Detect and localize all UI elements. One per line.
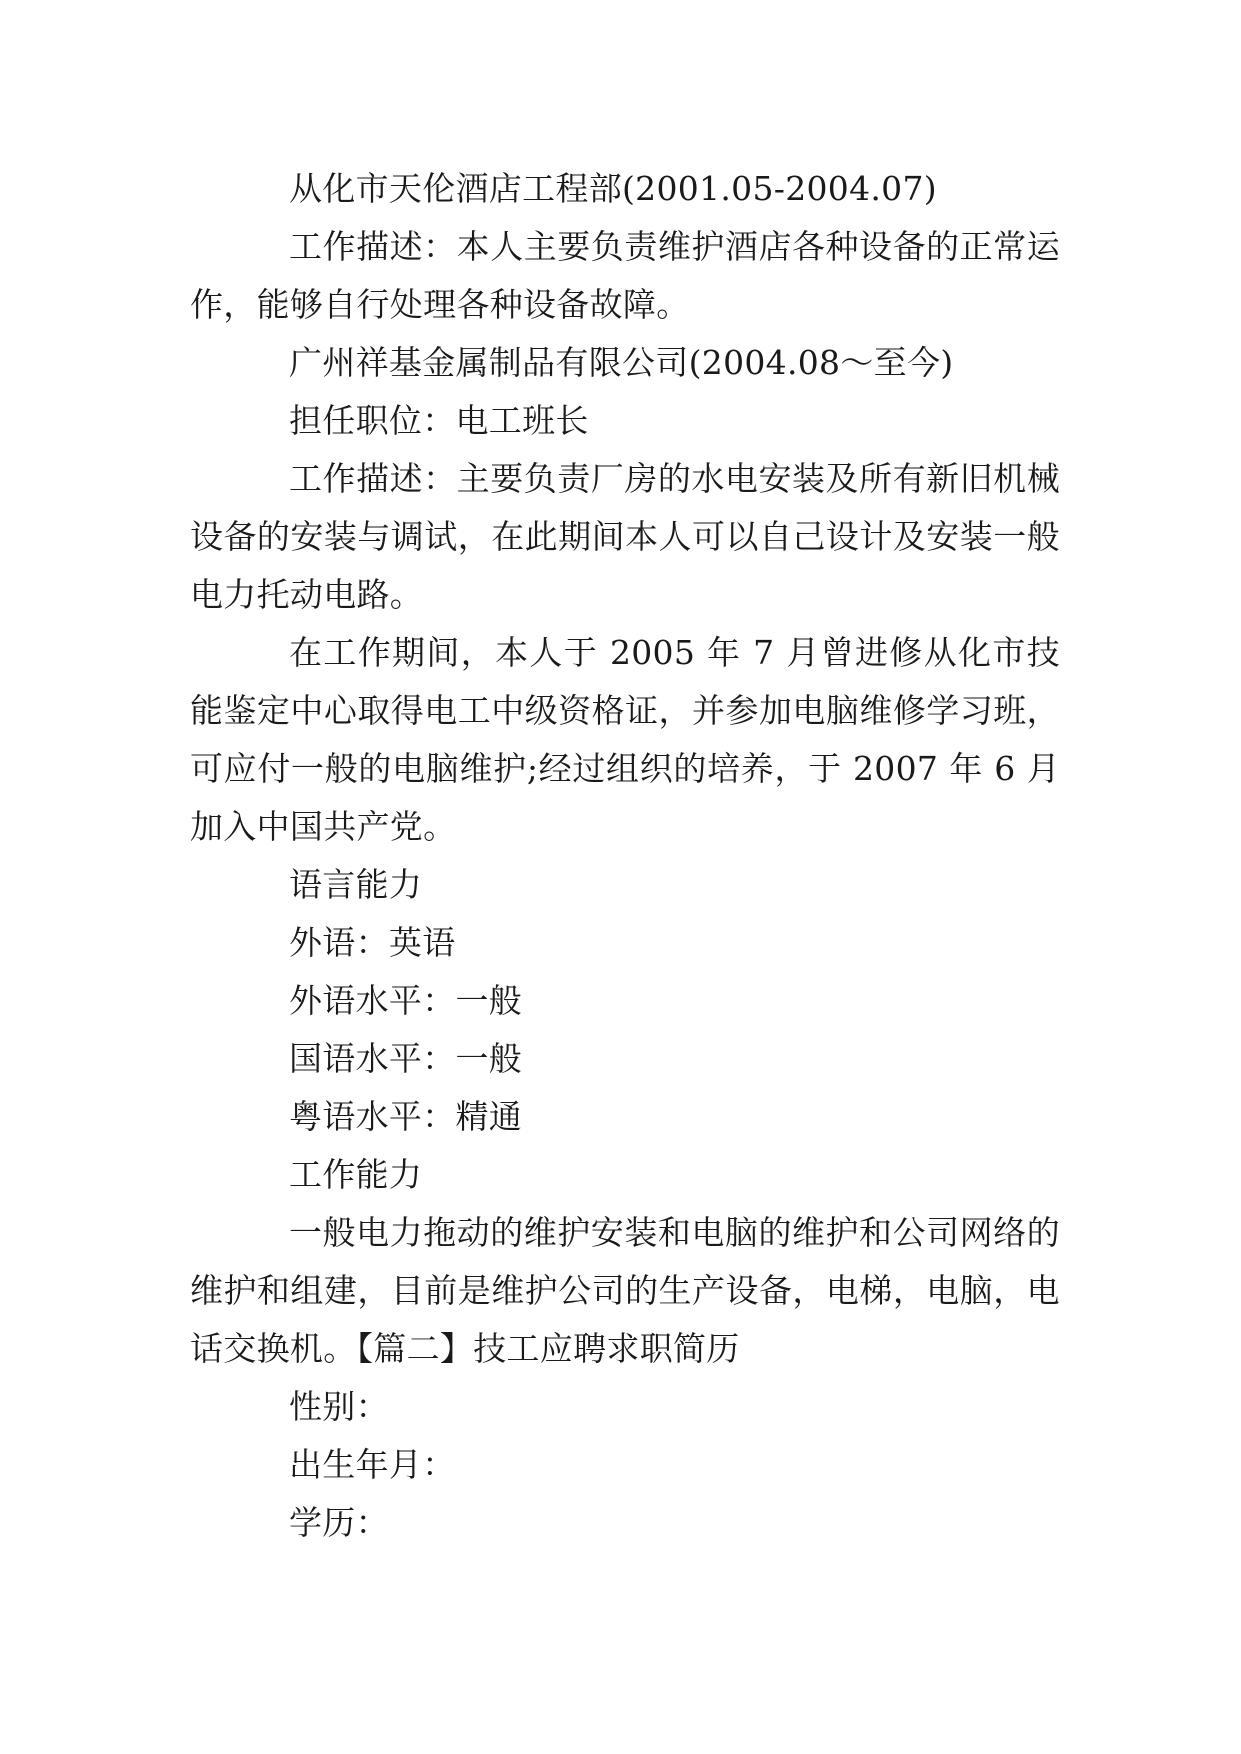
work-ability-description: 一般电力拖动的维护安装和电脑的维护和公司网络的维护和组建，目前是维护公司的生产设备，电梯，电脑，电话交换机。【篇二】技工应聘求职简历 <box>190 1213 1060 1368</box>
section-heading-language: 语言能力 <box>289 865 423 904</box>
section-heading-work-ability: 工作能力 <box>289 1155 423 1194</box>
field-birth-date: 出生年月： <box>289 1445 456 1484</box>
document-body <box>190 160 1060 1552</box>
job-description-factory: 工作描述：主要负责厂房的水电安装及所有新旧机械设备的安装与调试，在此期间本人可以自己设计及安装一般电力托动电路。 <box>190 459 1060 614</box>
field-education: 学历： <box>289 1503 389 1542</box>
foreign-language: 外语：英语 <box>289 923 456 962</box>
employer-xiangji-metal: 广州祥基金属制品有限公司(2004.08～至今) <box>289 343 954 382</box>
field-gender: 性别： <box>289 1387 389 1426</box>
job-description-hotel: 工作描述：本人主要负责维护酒店各种设备的正常运作，能够自行处理各种设备故障。 <box>190 227 1060 324</box>
cantonese-level: 粤语水平：精通 <box>289 1097 523 1136</box>
mandarin-level: 国语水平：一般 <box>289 1039 523 1078</box>
foreign-language-level: 外语水平：一般 <box>289 981 523 1020</box>
employer-tianlun-hotel: 从化市天伦酒店工程部(2001.05-2004.07) <box>289 169 937 208</box>
training-and-party-paragraph: 在工作期间，本人于 2005 年 7 月曾进修从化市技能鉴定中心取得电工中级资格证，并参加电脑维修学习班，可应付一般的电脑维护;经过组织的培养，于 2007 年 6 月加入中国共产党。 <box>190 633 1060 846</box>
position-held: 担任职位：电工班长 <box>289 401 589 440</box>
